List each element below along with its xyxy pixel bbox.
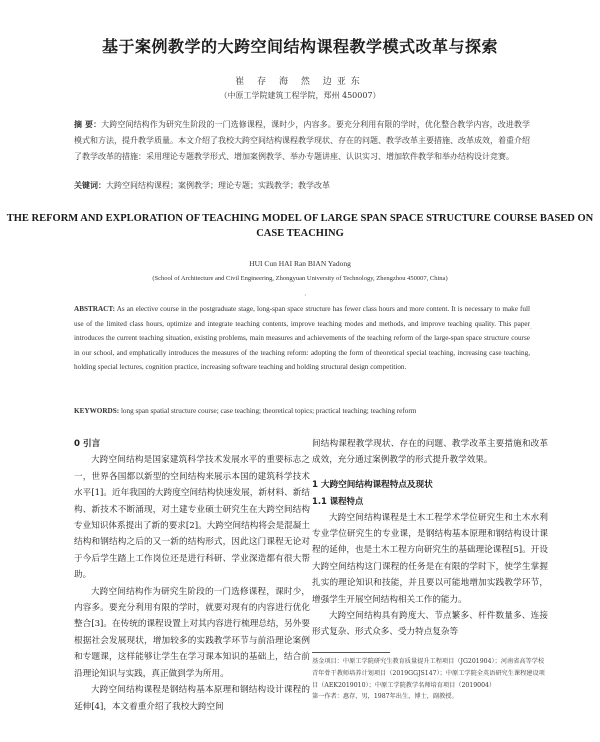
- abstract-cn-label: 摘 要：: [74, 119, 102, 129]
- intro-paragraph-1: 大跨空间结构是国家建筑科学技术发展水平的重要标志之一，世界各国都以新型的空间结构来展示本国的建筑科学技术水平[1]。近年我国的大跨度空间结构快速发展，新材料、新结构、新技术不断涌现，对土建专业硕士研究生在大跨空间结构专业知识体系提出了新的要求[2]。大跨空间结构将会是混凝土结构和钢结构之后的又一新的结构形式，因此这门课程无论对于今后学生踏上工作岗位还是进行科研、学业深造都有很大帮助。: [74, 455, 310, 581]
- abstract-cn-text: 大跨空间结构作为研究生阶段的一门选修课程，课时少，内容多。要充分利用有限的学时，优化整合教学内容，改进教学模式和方法，提升教学质量。本文介绍了我校大跨空间结构课程教学现状、存在的问题、教学改革主要措施、改革成效，着重介绍了教学改革的措施：采用理论专题教学形式、增加案例教学、举办专题讲座、认识实习、增加软件教学和举办结构设计竞赛。: [74, 120, 530, 161]
- keywords-en: [74, 405, 530, 417]
- right-paragraph-2: 大跨空间结构课程是土木工程学术学位研究生和土木水利专业学位研究生的专业课，是钢结构基本原理和钢结构设计课程的延伸，也是土木工程方向研究生的基础理论课程[5]。开设大跨空间结构这门课程的任务是在有限的学时下，使学生掌握扎实的理论知识和技能，并且要以可能地增加实践教学环节，增强学生开展空间结构相关工作的能力。: [312, 512, 548, 605]
- keywords-cn: [74, 178, 530, 193]
- paper-title-cn: 基于案例教学的大跨空间结构课程教学模式改革与探索: [101, 37, 498, 56]
- authors-en: HUI Cun HAI Ran BIAN Yadong: [249, 259, 351, 268]
- abstract-cn: [74, 116, 530, 165]
- affiliation-en: (School of Architecture and Civil Engineering, Zhongyuan University of Technology, Zhengzhou 450007, China): [152, 275, 448, 282]
- intro-paragraph-2: 大跨空间结构作为研究生阶段的一门选修课程，课时少，内容多。要充分利用有限的学时，就要对现有的内容进行优化整合[3]。在传统的课程设置上对其内容进行梳理总结，另外要根据社会发展现状，增加较多的实践教学环节与前沿理论案例和专题课，这样能够让学生在学习课本知识的基础上，结合前沿理论知识与实践，真正做到学为所用。: [74, 586, 310, 679]
- section-heading-1-1: 1.1 课程特点: [312, 496, 364, 507]
- section-heading-intro: 0 引言: [74, 439, 101, 449]
- keywords-en-label: KEYWORDS:: [74, 407, 120, 415]
- keywords-cn-text: 大跨空间结构课程；案例教学；理论专题；实践教学；教学改革: [106, 181, 330, 190]
- margin-mark: ·: [530, 326, 532, 333]
- affiliation-cn: （中原工学院建筑工程学院，郑州 450007）: [219, 91, 381, 100]
- abstract-en-text: As an elective course in the postgraduate stage, long-span space structure has fewer class hours and more content. It is necessary to make full use of the limited class hours, optimize and integrate teaching contents, improve teaching modes and methods, and improve teaching quality. This paper introduces the current teaching situation, existing problems, main measures and achievements of the teaching reform of the large-span space structure course in our school, and emphatically introduces the measures of the teaching reform: adopting the form of theoretical special teaching, increasing case teaching, holding special lectures, cognition practice, increasing software teaching and holding structural design competition.: [74, 305, 530, 372]
- abstract-en: [74, 302, 530, 375]
- right-paragraph-1: 间结构课程教学现状、存在的问题、教学改革主要措施和改革成效，充分通过案例教学的形式提升教学效果。: [312, 439, 548, 466]
- keywords-en-text: long span spatial structure course; case teaching; theoretical topics; practical teaching; teaching reform: [120, 407, 417, 415]
- keywords-cn-label: 关键词：: [74, 180, 106, 190]
- intro-paragraph-3: 大跨空间结构课程是钢结构基本原理和钢结构设计课程的延伸[4]，本文着重介绍了我校大跨空间: [74, 685, 310, 712]
- footnote: 基金项目：中原工学院研究生教育质量提升工程项目（JG201904）；河南省高等学校青年骨干教师培养计划项目（2019GGJS147）；中原工学院全英语研究生课程建设项目（AEK2019010）；中原工学院教学名师培育项目（2019004） 第一作者：惠存，男，1987年出生，博士，副教授。: [312, 658, 545, 701]
- right-paragraph-3: 大跨空间结构具有跨度大、节点繁多、杆件数量多、连接形式复杂、形式众多、受力特点复杂等: [312, 611, 548, 638]
- footnote-rule: [312, 652, 390, 653]
- section-heading-1: 1 大跨空间结构课程特点及现状: [312, 479, 433, 490]
- body-column-right: [312, 436, 548, 641]
- separator-mark: ·: [304, 291, 307, 300]
- body-column-left: [74, 436, 310, 715]
- authors-cn: 崔 存 海 然 边亚东: [235, 77, 365, 87]
- abstract-en-label: ABSTRACT:: [74, 305, 116, 313]
- paper-title-en: THE REFORM AND EXPLORATION OF TEACHING MODEL OF LARGE SPAN SPACE STRUCTURE COURSE BASED ON CASE TEACHING: [6, 213, 594, 239]
